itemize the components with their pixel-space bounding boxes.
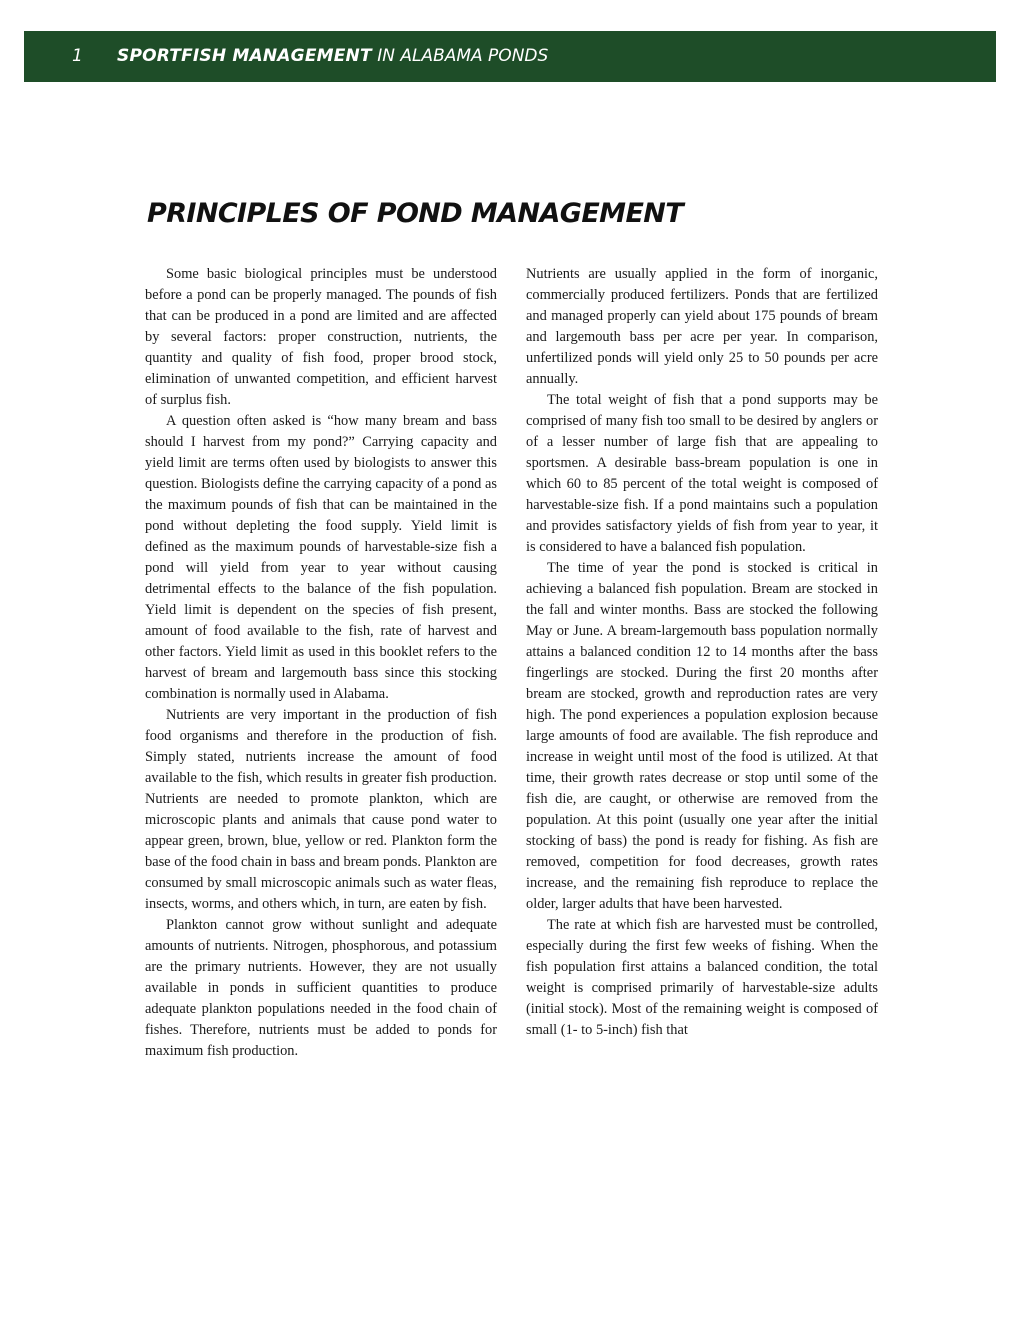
page-number: 1: [72, 46, 83, 66]
header-title-emphasis: SPORTFISH MANAGEMENT: [117, 46, 372, 66]
paragraph: Plankton cannot grow without sunlight and adequate amounts of nutrients. Nitrogen, phosphorous, and potassium are the primary nutrients. However, they are not usually available in ponds in sufficient quantities to produce adequate plankton populations needed in the food chain of fishes. Therefore, nutrients must be added to ponds for maximum fish production.: [145, 917, 497, 1059]
header-title-rest: IN ALABAMA PONDS: [371, 46, 549, 66]
paragraph: Nutrients are very important in the production of fish food organisms and therefore in the production of fish. Simply stated, nutrients increase the amount of food available to the fish, which results in greater fish production. Nutrients are needed to promote plankton, which are microscopic plants and animals that cause pond water to appear green, brown, blue, yellow or red. Plankton form the base of the food chain in bass and bream ponds. Plankton are consumed by small microscopic animals such as water fleas, insects, worms, and others which, in turn, are eaten by fish.: [145, 707, 497, 912]
text-column-right: [526, 264, 878, 1041]
paragraph: The total weight of fish that a pond supports may be comprised of many fish too small to be desired by anglers or of a lesser number of large fish that are appealing to sportsmen. A desirable bass-bream population is one in which 60 to 85 percent of the total weight is composed of harvestable-size fish. If a pond maintains such a population and provides satisfactory yields of fish from year to year, it is considered to have a balanced fish population.: [526, 392, 878, 555]
running-header: [24, 31, 996, 82]
paragraph: The time of year the pond is stocked is critical in achieving a balanced fish population. Bream are stocked in the fall and winter months. Bass are stocked the following May or June. A bream-largemouth bass population normally attains a balanced condition 12 to 14 months after the bass fingerlings are stocked. During the first 20 months after bream are stocked, growth and reproduction rates are very high. The pond experiences a population explosion because large amounts of food are available. The fish reproduce and increase in weight until most of the food is utilized. At that time, their growth rates decrease or stop until some of the fish die, are caught, or otherwise are removed from the population. At this point (usually one year after the initial stocking of bass) the pond is ready for fishing. As fish are removed, competition for food decreases, growth rates increase, and the remaining fish reproduce to replace the older, larger adults that have been harvested.: [526, 560, 878, 912]
paragraph: The rate at which fish are harvested must be controlled, especially during the first few weeks of fishing. When the fish population first attains a balanced condition, the total weight is comprised primarily of harvestable-size adults (initial stock). Most of the remaining weight is composed of small (1- to 5-inch) fish that: [526, 917, 878, 1038]
paragraph-continued: Nutrients are usually applied in the form of inorganic, commercially produced fertilizers. Ponds that are fertilized and managed properly can yield about 175 pounds of bream and largemouth bass per acre per year. In comparison, unfertilized ponds will yield only 25 to 50 pounds per acre annually.: [526, 266, 878, 387]
paragraph: Some basic biological principles must be understood before a pond can be properly managed. The pounds of fish that can be produced in a pond are limited and are affected by several factors: proper construction, nutrients, the quantity and quality of fish food, proper brood stock, elimination of unwanted competition, and efficient harvest of surplus fish.: [145, 266, 497, 408]
running-header-title: [117, 31, 548, 82]
text-column-left: [145, 264, 497, 1062]
section-title: PRINCIPLES OF POND MANAGEMENT: [147, 198, 684, 229]
paragraph: A question often asked is “how many bream and bass should I harvest from my pond?” Carrying capacity and yield limit are terms often used by biologists to answer this question. Biologists define the carrying capacity of a pond as the maximum pounds of fish that can be maintained in the pond without depleting the food supply. Yield limit is defined as the maximum pounds of harvestable-size fish a pond will yield from year to year without causing detrimental effects to the balance of the fish population. Yield limit is dependent on the species of fish present, amount of food available to the fish, rate of harvest and other factors. Yield limit as used in this booklet refers to the harvest of bream and largemouth bass since this stocking combination is normally used in Alabama.: [145, 413, 497, 702]
